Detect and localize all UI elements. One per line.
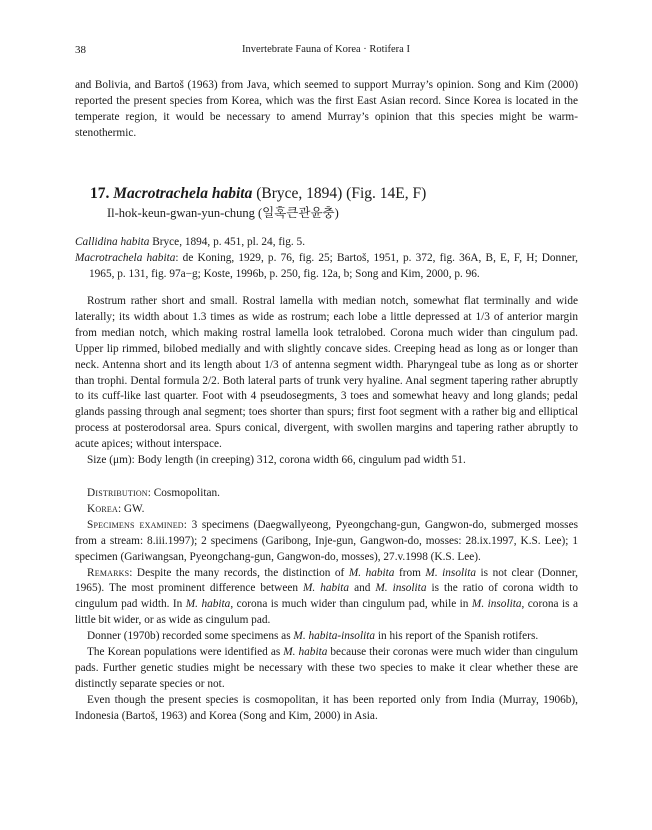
remarks-paragraph bbox=[75, 566, 578, 630]
taxon-name: M. habita bbox=[185, 598, 231, 611]
remarks-paragraph-2 bbox=[75, 629, 578, 645]
synonymy-entry bbox=[75, 235, 578, 251]
synonym-citation: Bryce, 1894, p. 451, pl. 24, fig. 5. bbox=[149, 236, 306, 248]
synonymy-entry bbox=[75, 251, 578, 283]
specimens-paragraph bbox=[75, 518, 578, 566]
intro-block bbox=[75, 78, 578, 142]
species-name: Macrotrachela habita bbox=[113, 185, 253, 202]
remarks-text: from bbox=[394, 566, 426, 579]
korea-label: Korea bbox=[87, 502, 118, 515]
taxon-name: M. habita bbox=[303, 582, 350, 595]
remarks-text: is the ratio of corona width to cingulum pad width. In bbox=[75, 582, 578, 611]
specimens-text: : 3 specimens (Daegwallyeong, Pyeongchang-gun, Gangwon-do, submerged mosses from a stream: 8.iii.1997); 2 specimens (Garibong, Inje-gun, Gangwon-do, mosses: 28.ix.1997, K.S. Lee); 1 specimen (Gariwangsan, Pyeongchang-gun, Gangwon-do, mosses), 27.v.1998 (K.S. Lee). bbox=[75, 518, 578, 563]
description-paragraph: Rostrum rather short and small. Rostral lamella with median notch, somewhat flat terminally and wide laterally; its width about 1.3 times as wide as rostrum; each lobe a little depressed at 1/3 of anterior margin from median notch, which making rostral lamella look tetralobed. Corona much wider than cingulum pad. Upper lip rimmed, bilobed medially and with slightly concave sides. Creeping head as long as or longer than neck. Antenna short and its length about 1/3 of antenna segment width. Pharyngeal tube as long as or shorter than trophi. Dental formula 2/2. Both lateral parts of trunk very hyaline. Anal segment tapering rather abruptly to its cuff-like last quarter. Foot with 4 pseudosegments, 3 toes and somewhat heavy and long glands; pedal glands passing through anal segment; toes shorter than spurs; first foot segment with a rather big and elliptical process at posterodorsal area. Spurs conical, divergent, with swollen margins and tapering rather abruptly to acute apices; without interspace. bbox=[75, 295, 578, 451]
species-author: (Bryce, 1894) bbox=[256, 185, 343, 202]
page-number: 38 bbox=[75, 44, 86, 56]
synonym-name: Macrotrachela habita bbox=[75, 251, 176, 264]
distribution-label: Distribution bbox=[87, 487, 148, 499]
size-paragraph: Size (μm): Body length (in creeping) 312, corona width 66, cingulum pad width 51. bbox=[87, 454, 466, 467]
taxon-name: M. insolita bbox=[425, 566, 477, 579]
distribution-text: : Cosmopolitan. bbox=[147, 487, 220, 499]
running-title: Invertebrate Fauna of Korea · Rotifera I bbox=[242, 44, 410, 55]
running-header bbox=[75, 44, 577, 60]
remarks-text: Donner (1970b) recorded some specimens as bbox=[87, 630, 294, 643]
remarks-paragraph-3 bbox=[75, 645, 578, 693]
taxon-name: M. habita bbox=[348, 566, 395, 579]
distribution-paragraph bbox=[75, 486, 578, 502]
remarks-text: , corona is much wider than cingulum pad, while in bbox=[230, 598, 472, 611]
synonym-citation: : de Koning, 1929, p. 76, fig. 25; Bartoš, 1951, p. 372, fig. 36A, B, E, F, H; Donner, 1965, p. 131, fig. 97a−g; Koste, 1996b, p. 250, fig. 12a, b; Song and Kim, 2000, p. 96. bbox=[89, 251, 578, 280]
intro-paragraph: and Bolivia, and Bartoš (1963) from Java, which seemed to support Murray’s opinion. Song and Kim (2000) reported the present species from Korea, which was the first East Asian record. Since Korea is located in the temperate region, it would be necessary to amend Murray’s opinion that this species might be warm-stenothermic. bbox=[75, 79, 578, 139]
korea-text: : GW. bbox=[117, 502, 145, 515]
remarks-text: The Korean populations were identified as bbox=[87, 646, 284, 659]
species-figure-ref: (Fig. 14E, F) bbox=[346, 185, 427, 202]
species-heading bbox=[90, 184, 426, 204]
records-block bbox=[75, 486, 578, 725]
taxon-name: M. insolita bbox=[375, 582, 427, 595]
taxon-name: M. habita bbox=[283, 646, 328, 659]
remarks-text: , corona is a little bit wider, or as wide as cingulum pad. bbox=[75, 598, 578, 627]
remarks-label: Remarks bbox=[87, 566, 130, 579]
taxon-name: M. insolita bbox=[471, 598, 522, 611]
description-block bbox=[75, 294, 578, 469]
taxon-name: M. habita-insolita bbox=[293, 630, 376, 643]
remarks-text: is not clear (Donner, 1965). The most prominent difference between bbox=[75, 566, 578, 595]
korean-name: Il-hok-keun-gwan-yun-chung (일혹큰관윤충) bbox=[107, 206, 339, 220]
species-number: 17. bbox=[90, 185, 110, 202]
synonymy-block bbox=[75, 235, 578, 283]
remarks-paragraph-4: Even though the present species is cosmopolitan, it has been reported only from India (Murray, 1906b), Indonesia (Bartoš, 1963) and Korea (Song and Kim, 2000) in Asia. bbox=[75, 693, 578, 722]
remarks-text: : Despite the many records, the distinction of bbox=[129, 566, 349, 579]
remarks-text: because their coronas were much wider than cingulum pads. Further genetic studies might be necessary with these two species to make it clear whether these are distinctly separate species or not. bbox=[75, 646, 578, 690]
specimens-label: Specimens examined bbox=[87, 518, 184, 531]
remarks-text: in his report of the Spanish rotifers. bbox=[375, 630, 539, 643]
korea-paragraph bbox=[75, 502, 578, 518]
synonym-name: Callidina habita bbox=[75, 236, 150, 248]
remarks-text: and bbox=[349, 582, 376, 595]
